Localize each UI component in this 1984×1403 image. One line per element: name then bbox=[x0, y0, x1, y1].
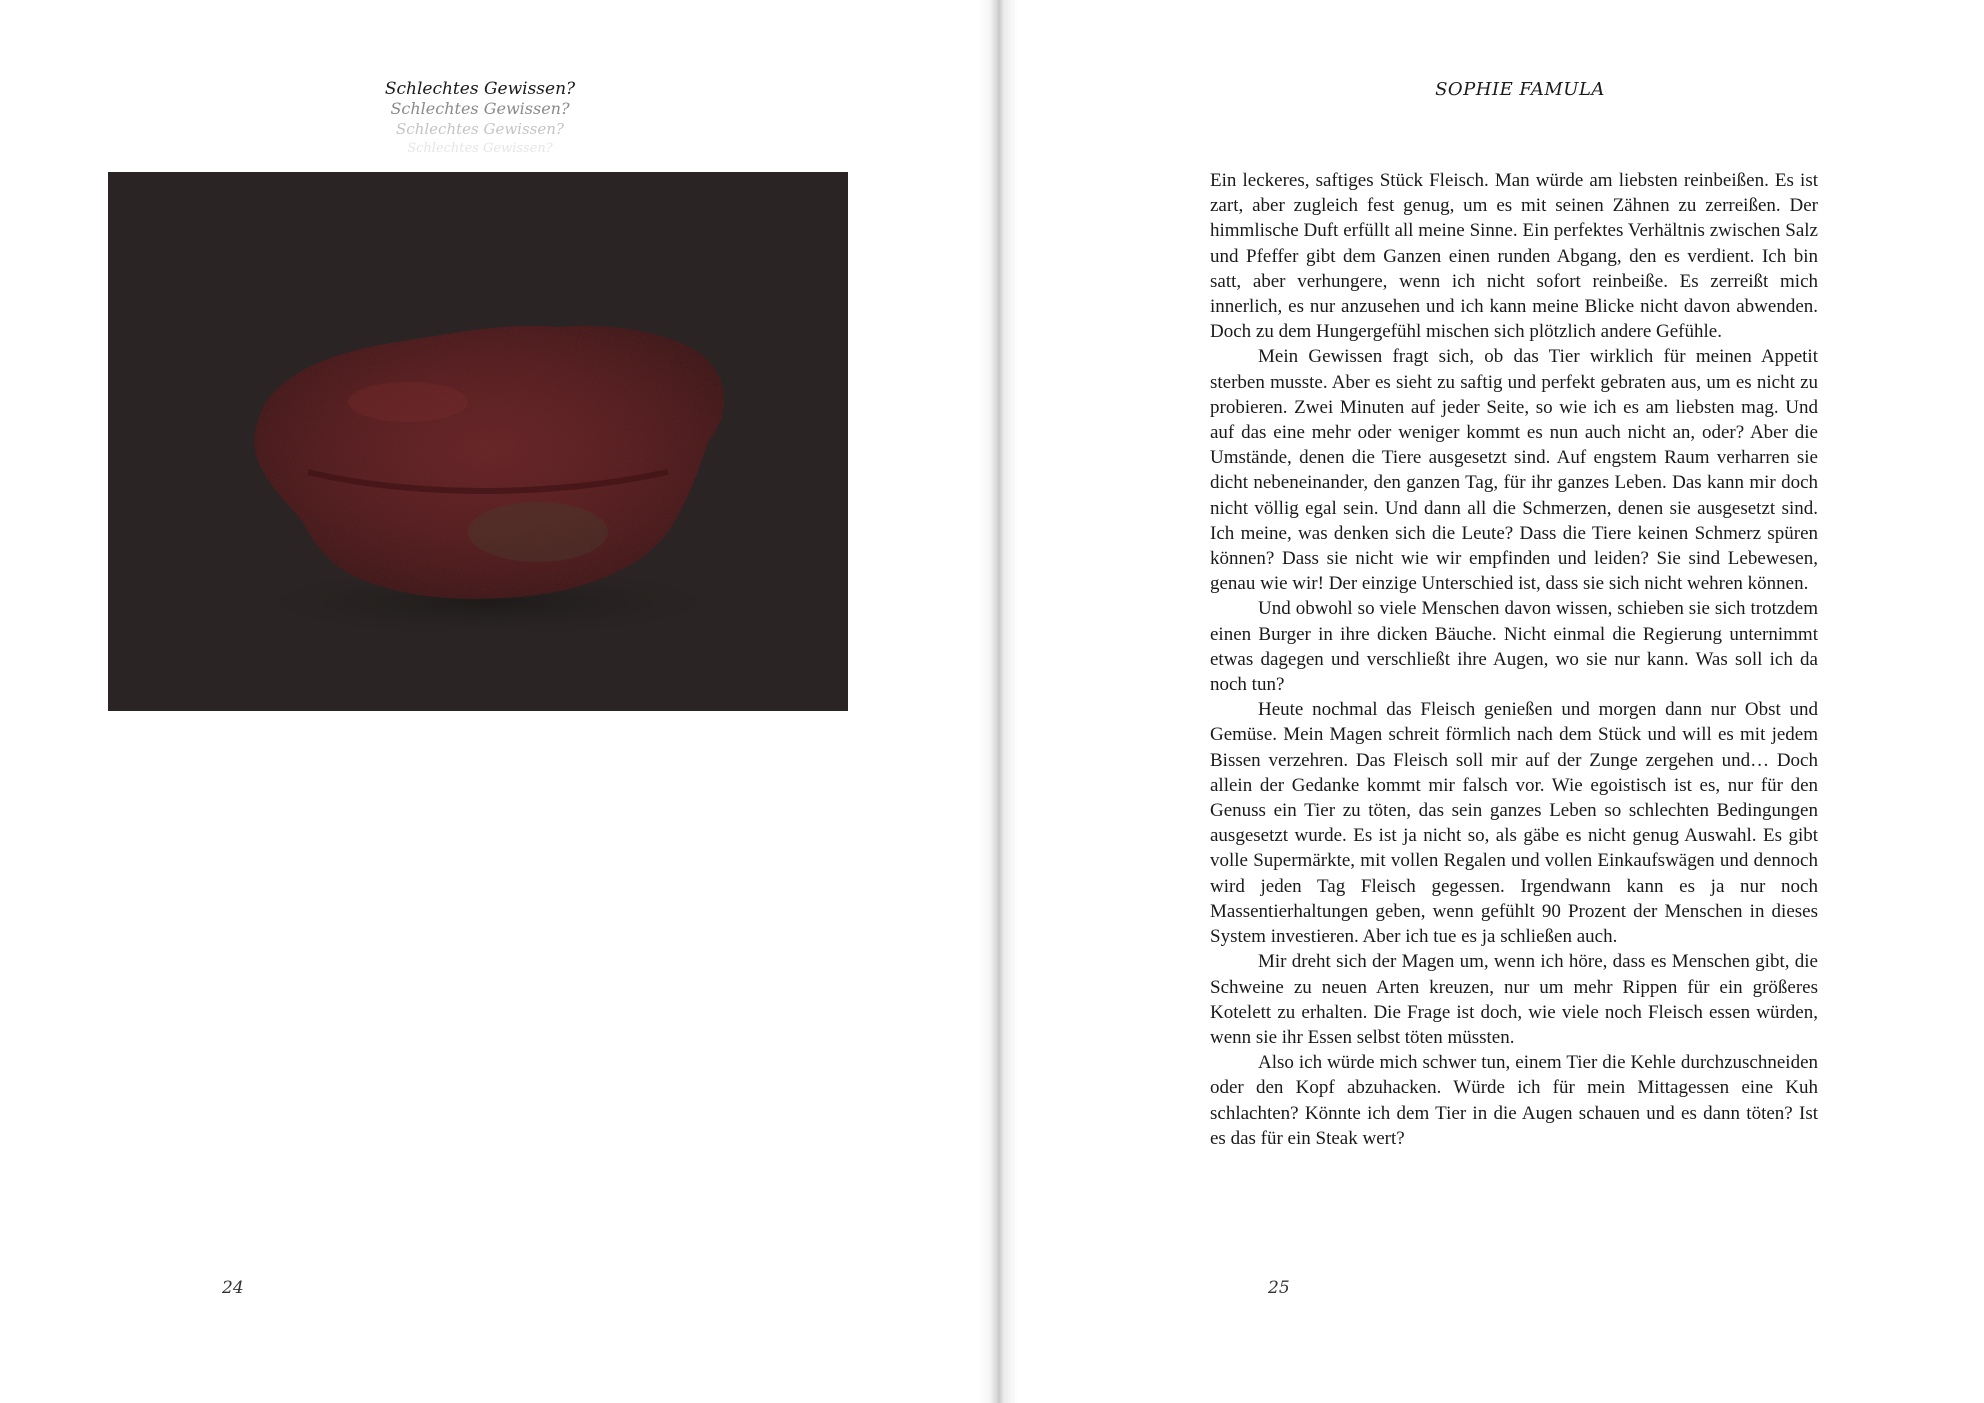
running-title: Schlechtes Gewissen? bbox=[384, 79, 576, 99]
running-title-echo-3: Schlechtes Gewissen? bbox=[407, 141, 553, 156]
page-number-left: 24 bbox=[222, 1278, 244, 1298]
paragraph-2: Mein Gewissen fragt sich, ob das Tier wirklich für meinen Appetit sterben musste. Aber es sieht zu saftig und perfekt gebraten aus, um es nicht zu probieren. Zwei Minuten auf jeder Seite, so wie ich es am liebsten mag. Und auf das eine mehr oder weniger kommt es nun auch nicht an, oder? Aber die Umstände, denen die Tiere ausgesetzt sind. Auf engstem Raum verharren sie dicht nebeneinander, den ganzen Tag, für ihr ganzes Leben. Das kann mir doch nicht völlig egal sein. Und dann all die Schmerzen, denen sie ausgesetzt sind. Ich meine, was denken sich die Leute? Dass die Tiere keinen Schmerz spüren können? Dass sie nicht wie wir empfinden und leiden? Sie sind Lebewesen, genau wie wir! Der einzige Unterschied ist, dass sie sich nicht wehren können. bbox=[1210, 346, 1818, 595]
body-text bbox=[1210, 168, 1818, 1151]
steak-photo bbox=[108, 172, 848, 711]
running-title-echo-1: Schlechtes Gewissen? bbox=[390, 99, 570, 118]
paragraph-1: Ein leckeres, saftiges Stück Fleisch. Man würde am liebsten reinbeißen. Es ist zart, aber zugleich fest genug, um es mit seinen Zähnen zu zerreißen. Der himmlische Duft erfüllt all meine Sinne. Ein perfektes Verhältnis zwischen Salz und Pfeffer gibt dem Ganzen einen runden Abgang, den es verdient. Ich bin satt, aber verhungere, wenn ich nicht sofort reinbeiße. Es zerreißt mich innerlich, es nur anzusehen und ich kann meine Blicke nicht davon abwenden. Doch zu dem Hungergefühl mischen sich plötzlich andere Gefühle. bbox=[1210, 170, 1818, 343]
book-gutter-shadow bbox=[978, 0, 1018, 1403]
paragraph-4: Heute nochmal das Fleisch genießen und morgen dann nur Obst und Gemüse. Mein Magen schreit förmlich nach dem Stück und will es mit jedem Bissen verzehren. Das Fleisch soll mir auf der Zunge zergehen und… Doch allein der Gedanke kommt mir falsch vor. Wie egoistisch ist es, nur für den Genuss ein Tier zu töten, das sein ganzes Leben so schlechten Bedingungen ausgesetzt wurde. Es ist ja nicht so, als gäbe es nicht genug Auswahl. Es gibt volle Supermärkte, mit vollen Regalen und vollen Einkaufswägen und dennoch wird jeden Tag Fleisch gegessen. Irgendwann kann es ja nur noch Massentierhaltungen geben, wenn gefühlt 90 Prozent der Menschen in dieses System investieren. Aber ich tue es ja schließen auch. bbox=[1210, 699, 1818, 948]
paragraph-5: Mir dreht sich der Magen um, wenn ich höre, dass es Menschen gibt, die Schweine zu neuen Arten kreuzen, nur um mehr Rippen für ein größeres Kotelett zu erhalten. Die Frage ist doch, wie viele noch Fleisch essen würden, wenn sie ihr Essen selbst töten müssten. bbox=[1210, 951, 1818, 1048]
page-number-right: 25 bbox=[1268, 1278, 1290, 1298]
paragraph-3: Und obwohl so viele Menschen davon wissen, schieben sie sich trotzdem einen Burger in ihre dicken Bäuche. Nicht einmal die Regierung unternimmt etwas dagegen und verschließt ihre Augen, wo sie nur kann. Was soll ich da noch tun? bbox=[1210, 598, 1818, 696]
steak-illustration bbox=[108, 172, 848, 711]
author-name: SOPHIE FAMULA bbox=[1435, 79, 1605, 100]
running-title-stack bbox=[380, 79, 580, 159]
paragraph-6: Also ich würde mich schwer tun, einem Tier die Kehle durchzuschneiden oder den Kopf abzuhacken. Würde ich für mein Mittagessen eine Kuh schlachten? Könnte ich dem Tier in die Augen schauen und es dann töten? Ist es das für ein Steak wert? bbox=[1210, 1052, 1818, 1149]
running-title-echo-2: Schlechtes Gewissen? bbox=[396, 120, 564, 138]
